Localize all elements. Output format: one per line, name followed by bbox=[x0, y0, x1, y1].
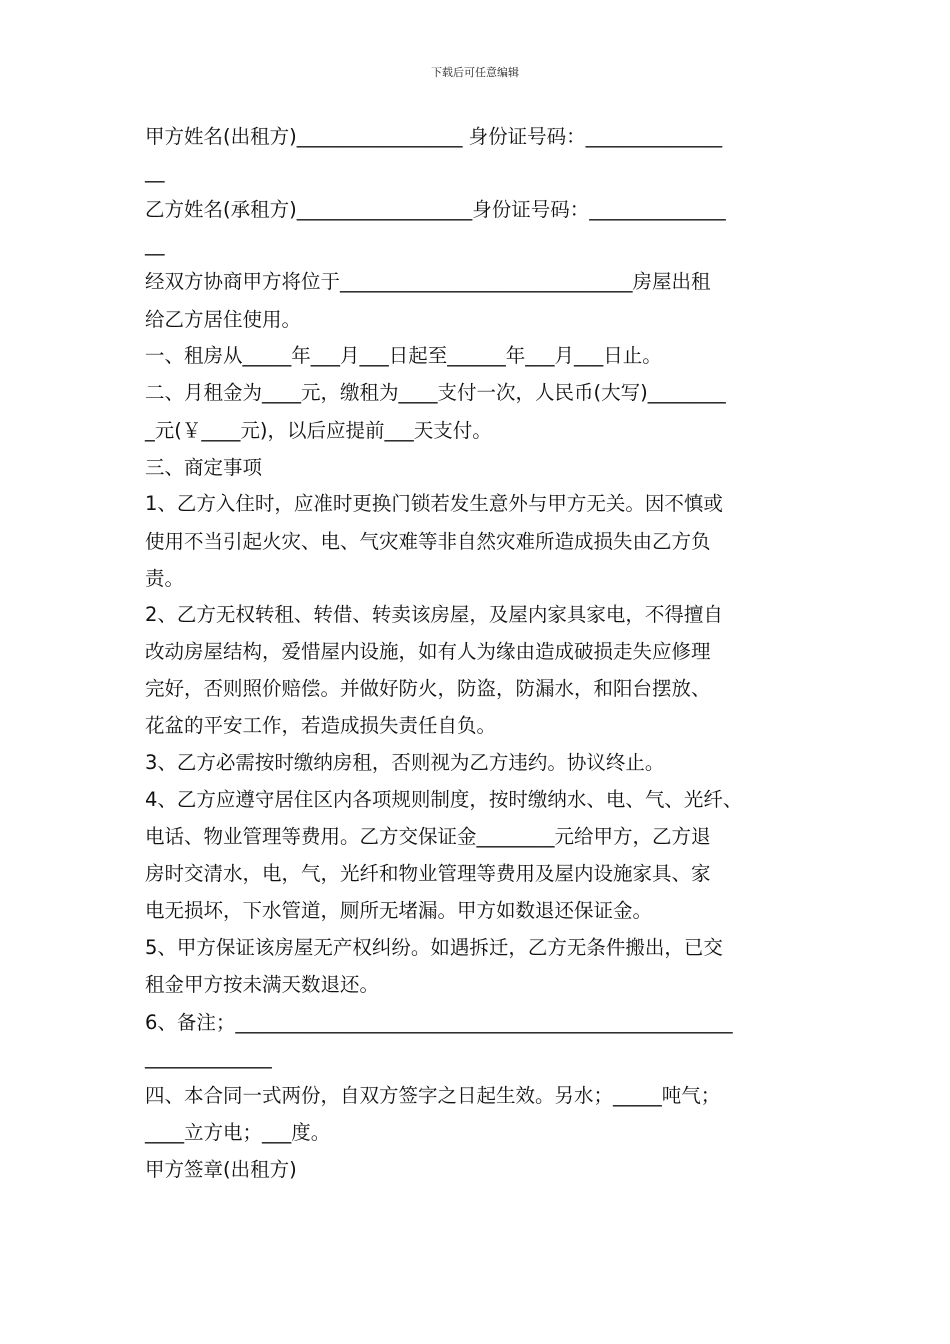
line-9-rent-cont: _元(￥____元)，以后应提前___天支付。 bbox=[145, 419, 492, 442]
line-18-item3: 3、乙方必需按时缴纳房租，否则视为乙方违约。协议终止。 bbox=[145, 751, 665, 774]
line-8-rent: 二、月租金为____元，缴租为____支付一次，人民币(大写)________ bbox=[145, 381, 726, 404]
line-17-item2-cont: 花盆的平安工作，若造成损失责任自负。 bbox=[145, 714, 497, 737]
line-15-item2-cont: 改动房屋结构，爱惜屋内设施，如有人为缘由造成破损走失应修理 bbox=[145, 640, 711, 663]
page-header-note: 下载后可任意编辑 bbox=[431, 66, 519, 79]
line-19-item4: 4、乙方应遵守居住区内各项规则制度，按时缴纳水、电、气、光纤、 bbox=[145, 788, 743, 811]
line-21-item4-cont: 房时交清水，电，气，光纤和物业管理等费用及屋内设施家具、家 bbox=[145, 862, 711, 885]
line-11-item1: 1、乙方入住时，应准时更换门锁若发生意外与甲方无关。因不慎或 bbox=[145, 492, 723, 515]
lessor-signature-label: 甲方签章(出租方) bbox=[145, 1158, 297, 1181]
line-14-item2: 2、乙方无权转租、转借、转卖该房屋，及屋内家具家电，不得擅自 bbox=[145, 603, 723, 626]
line-16-item2-cont: 完好，否则照价赔偿。并做好防火，防盗，防漏水，和阳台摆放、 bbox=[145, 677, 711, 700]
line-28-section4-cont: ____立方电；___度。 bbox=[145, 1121, 331, 1144]
line-23-item5: 5、甲方保证该房屋无产权纠纷。如遇拆迁，乙方无条件搬出，已交 bbox=[145, 936, 723, 959]
line-4-id-cont: __ bbox=[145, 233, 165, 256]
line-25-item6-remarks: 6、备注；___________________________________________________ bbox=[145, 1011, 733, 1034]
line-3-lessee-name-id: 乙方姓名(承租方)__________________身份证号码：______________ bbox=[145, 198, 726, 221]
line-7-term: 一、租房从_____年___月___日起至______年___月___日止。 bbox=[145, 344, 662, 367]
line-10-section-heading: 三、商定事项 bbox=[145, 456, 263, 479]
line-5-location: 经双方协商甲方将位于______________________________房屋出租 bbox=[145, 270, 711, 293]
line-2-id-cont: __ bbox=[145, 160, 165, 183]
line-6-location-cont: 给乙方居住使用。 bbox=[145, 308, 302, 331]
line-12-item1-cont: 使用不当引起火灾、电、气灾难等非自然灾难所造成损失由乙方负 bbox=[145, 530, 711, 553]
line-13-item1-cont: 责。 bbox=[145, 567, 185, 590]
line-26-remarks-cont: _____________ bbox=[145, 1046, 272, 1069]
line-27-section4: 四、本合同一式两份，自双方签字之日起生效。另水；_____吨气； bbox=[145, 1084, 721, 1107]
line-1-lessor-name-id: 甲方姓名(出租方)_________________ 身份证号码：______________ bbox=[145, 125, 723, 148]
line-22-item4-cont: 电无损坏，下水管道，厕所无堵漏。甲方如数退还保证金。 bbox=[145, 899, 653, 922]
line-24-item5-cont: 租金甲方按未满天数退还。 bbox=[145, 973, 380, 996]
line-20-item4-cont: 电话、物业管理等费用。乙方交保证金________元给甲方，乙方退 bbox=[145, 825, 711, 848]
